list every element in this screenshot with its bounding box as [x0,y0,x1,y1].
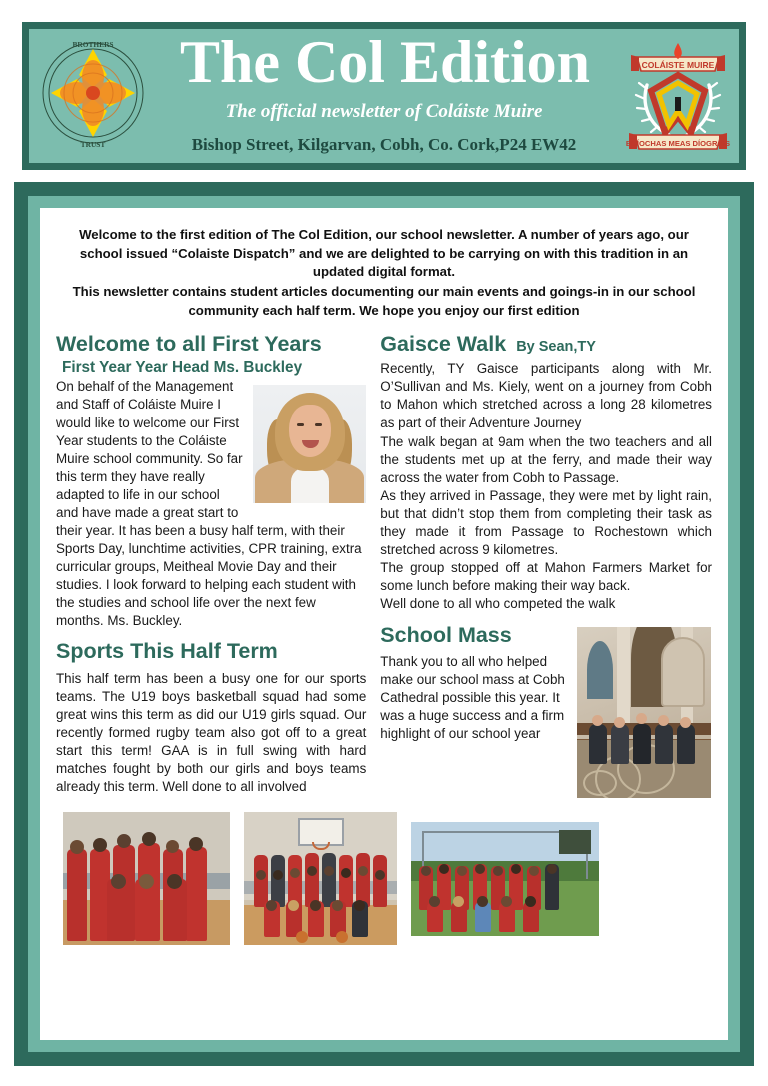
section-school-mass [380,623,712,743]
article-columns [56,332,712,803]
masthead-banner [29,29,739,163]
welcome-first-years-body: On behalf of the Management and Staff of Coláiste Muire I would like to welcome our First Year students to the Coláiste Muire school community. So far this term they have really adapted to life in our school and have made a great start to their year. It has been a busy half term, with their Sports Day, lunchtime activities, CPR training, extra curricular groups, Meitheal Movie Day and their studies. I look forward to helping each student with the studies and school life over the next few months. Ms. Buckley. [56,378,362,629]
gaisce-walk-paragraph-5: Well done to all who competed the walk [380,595,616,611]
photo-gaa-squad-outdoor [410,821,600,937]
sports-half-term-heading: Sports This Half Term [56,639,278,664]
welcome-first-years-heading: Welcome to all First Years [56,331,322,356]
ms-buckley-portrait-photo [253,385,366,503]
section-gaisce-walk [380,332,712,613]
photo-u19-girls-basketball [62,811,231,946]
right-column [380,332,712,803]
newsletter-subtitle: The official newsletter of Coláiste Muire [225,101,543,122]
svg-text:COLÁISTE MUIRE: COLÁISTE MUIRE [641,60,715,70]
content-frame-mid [28,196,740,1052]
gaisce-walk-paragraph-2: The walk began at 9am when the two teachers and all the students met up at the ferry, and made their way across the water from Cobh to Passage. [380,433,712,485]
school-mass-heading: School Mass [380,622,512,647]
gaisce-walk-byline: By Sean,TY [516,338,596,355]
content-frame-inner [40,208,728,1040]
gaisce-walk-heading [380,332,712,357]
section-sports-half-term [56,639,366,796]
sports-photo-gallery [56,811,712,946]
school-mass-photo [576,626,712,799]
intro-block [56,222,712,321]
school-mass-body: Thank you to all who helped make our school mass at Cobh Cathedral possible this year. It was a huge success and a firm highlight of our school year [380,653,565,741]
colaiste-muire-crest-icon [625,37,731,155]
gaisce-walk-paragraph-3: As they arrived in Passage, they were met by light rain, but that didn’t stop them from completing their task as they made it from Passage to Rochestown which stretched across 9 kilometres. [380,487,712,557]
left-column [56,332,380,803]
school-address: Bishop Street, Kilgarvan, Cobh, Co. Cork,P24 EW42 [191,135,577,154]
content-frame-outer [14,182,754,1066]
masthead [22,22,746,170]
photo-boys-basketball-squad [243,811,398,946]
welcome-first-years-subheading: First Year Year Head Ms. Buckley [62,359,303,377]
intro-paragraph-1: Welcome to the first edition of The Col Edition, our school newsletter. A number of years ago, our school issued “Colaiste Dispatch” and we are delighted to be carrying on with this tradition in an updated digital format. [79,227,689,280]
section-welcome-first-years [56,332,366,631]
svg-text:BUÍOCHAS MEAS DÍOGRAIS: BUÍOCHAS MEAS DÍOGRAIS [625,139,731,148]
intro-paragraph-2: This newsletter contains student articles documenting our main events and goings-in in our school community each half term. We hope you enjoy our first edition [72,284,696,318]
svg-text:BROTHERS: BROTHERS [72,40,114,49]
gaisce-walk-paragraph-4: The group stopped off at Mahon Farmers Market for some lunch before making their way back. [380,559,712,593]
edmund-rice-trust-crest-icon [37,35,149,151]
sports-half-term-body: This half term has been a busy one for our sports teams. The U19 boys basketball squad had some great wins this term as did our U19 girls squad. Our recently formed rugby team also got off to a great start this term! GAA is in full swing with hard matches fought by both our girls and boys teams already this term. Well done to all involved [56,671,367,795]
gaisce-walk-heading-text: Gaisce Walk [380,331,507,356]
svg-text:TRUST: TRUST [80,140,106,149]
gaisce-walk-paragraph-1: Recently, TY Gaisce participants along with Mr. O’Sullivan and Ms. Kiely, went on a journey from Cobh to Mahon which stretched across a long 28 kilometres as part of their Adventure Journey [380,361,712,431]
newsletter-title: The Col Edition [179,29,591,95]
